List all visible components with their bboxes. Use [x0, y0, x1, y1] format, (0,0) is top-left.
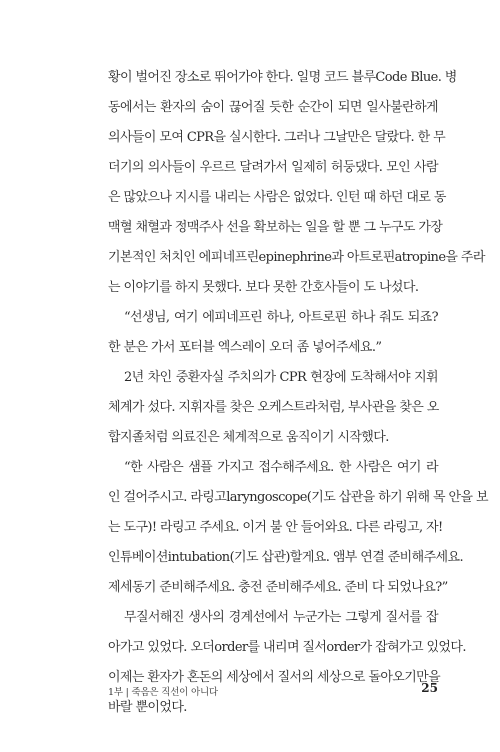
text-line: 무질서해진 생사의 경계선에서 누군가는 그렇게 질서를 잡	[124, 610, 438, 625]
text-line: 기본적인 처치인 에피네프린epinephrine과 아트로핀atropine을 주라	[108, 250, 485, 265]
dialogue-line: 제세동기 준비해주세요. 충전 준비해주세요. 준비 다 되었나요?”	[108, 580, 448, 595]
text-line: 더기의 의사들이 우르르 달려가서 일제히 허둥댔다. 모인 사람	[108, 160, 438, 175]
text-line: 은 많았으나 지시를 내리는 사람은 없었다. 인턴 때 하던 대로 동	[108, 190, 446, 205]
text-line: 2년 차인 중환자실 주치의가 CPR 현장에 도착해서야 지휘	[124, 370, 438, 385]
dialogue-line: 는 도구)! 라링고 주세요. 이거 불 안 들어와요. 다른 라링고, 자!	[108, 520, 443, 535]
text-line: 바랄 뿐이었다.	[108, 700, 187, 715]
dialogue-line: “선생님, 여기 에피네프린 하나, 아트로핀 하나 줘도 되죠?	[124, 310, 438, 325]
text-line: 체계가 섰다. 지휘자를 찾은 오케스트라처럼, 부사관을 찾은 오	[108, 400, 439, 415]
text-line: 합지졸처럼 의료진은 체계적으로 움직이기 시작했다.	[108, 430, 389, 445]
text-line: 황이 벌어진 장소로 뛰어가야 한다. 일명 코드 블루Code Blue. 병	[108, 70, 457, 85]
text-line: 맥혈 채혈과 정맥주사 선을 확보하는 일을 할 뿐 그 누구도 가장	[108, 220, 443, 235]
text-line: 아가고 있었다. 오더order를 내리며 질서order가 잡혀가고 있었다.	[108, 640, 466, 655]
page-footer	[108, 681, 438, 704]
dialogue-line: 인튜베이션intubation(기도 삽관)할게요. 앰부 연결 준비해주세요.	[108, 550, 463, 565]
text-line: 의사들이 모여 CPR을 실시한다. 그러나 그날만은 달랐다. 한 무	[108, 130, 446, 145]
text-line: 동에서는 환자의 숨이 끊어질 듯한 순간이 되면 일사불란하게	[108, 100, 438, 115]
dialogue-line: 한 분은 가서 포터블 엑스레이 오더 좀 넣어주세요.”	[108, 340, 382, 355]
dialogue-line: “한 사람은 샘플 가지고 접수해주세요. 한 사람은 여기 라	[124, 460, 438, 475]
running-head: 1부 | 죽음은 직선이 아니다	[108, 687, 218, 698]
text-line: 이제는 환자가 혼돈의 세상에서 질서의 세상으로 돌아오기만을	[108, 670, 441, 685]
text-line: 는 이야기를 하지 못했다. 보다 못한 간호사들이 도 나섰다.	[108, 280, 419, 295]
body-text	[108, 63, 488, 723]
page-number: 25	[421, 681, 438, 695]
dialogue-line: 인 걸어주시고. 라링고laryngoscope(기도 삽관을 하기 위해 목 안을 보	[108, 490, 488, 505]
